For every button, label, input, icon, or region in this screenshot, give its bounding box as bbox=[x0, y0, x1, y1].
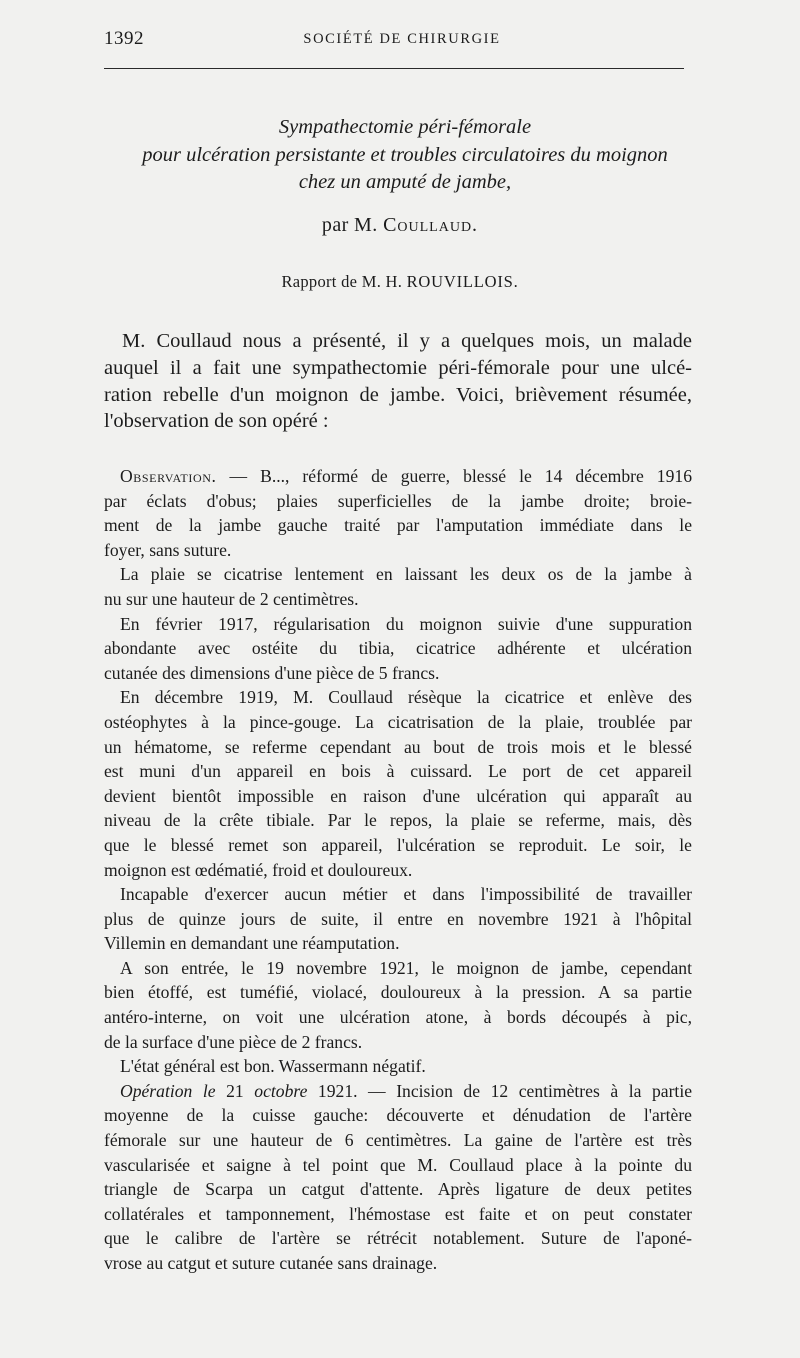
observation-line: bien étoffé, est tuméfié, violacé, douloureux à la pression. A sa partie bbox=[104, 982, 692, 1003]
intro-line: l'observation de son opéré : bbox=[104, 410, 329, 433]
author-prefix: par M. bbox=[321, 214, 378, 236]
observation-line: La plaie se cicatrise lentement en laissant les deux os de la jambe à bbox=[120, 564, 692, 585]
operation-label: Opération le bbox=[120, 1080, 216, 1101]
intro-line: auquel il a fait une sympathectomie péri-fémorale pour une ulcé- bbox=[104, 356, 692, 379]
observation-line: En février 1917, régularisation du moignon suivie d'une suppuration bbox=[120, 613, 692, 634]
observation-line: que le blessé remet son appareil, l'ulcération se reproduit. Le soir, le bbox=[104, 834, 692, 855]
observation-line: ostéophytes à la pince-gouge. La cicatrisation de la plaie, troublée par bbox=[104, 711, 692, 732]
observation-line: En décembre 1919, M. Coullaud résèque la cicatrice et enlève des bbox=[120, 687, 692, 708]
report-line bbox=[100, 272, 700, 292]
observation-line: Incapable d'exercer aucun métier et dans l'impossibilité de travailler bbox=[120, 884, 692, 905]
title-line-3: chez un amputé de jambe, bbox=[298, 171, 512, 193]
observation-line: moignon est œdématié, froid et douloureux. bbox=[104, 859, 413, 880]
observation-line: devient bientôt impossible en raison d'une ulcération qui apparaît au bbox=[104, 785, 692, 806]
observation-line: par éclats d'obus; plaies superficielles de la jambe droite; broie- bbox=[104, 490, 692, 511]
title-line-2: pour ulcération persistante et troubles circulatoires du moignon bbox=[142, 143, 668, 166]
operation-date-number: 21 bbox=[215, 1080, 255, 1101]
operation-first-line bbox=[104, 1079, 692, 1104]
intro-paragraph bbox=[104, 328, 692, 435]
author-name: Coullaud. bbox=[383, 214, 479, 236]
intro-line: M. Coullaud nous a présenté, il y a quelques mois, un malade bbox=[122, 330, 692, 352]
observation-line: nu sur une hauteur de 2 centimètres. bbox=[104, 588, 359, 609]
observation-line: abondante avec ostéite du tibia, cicatrice adhérente et ulcération bbox=[104, 638, 692, 659]
observation-line: ment de la jambe gauche traité par l'amputation immédiate dans le bbox=[104, 515, 692, 536]
author-line bbox=[100, 214, 700, 237]
intro-line: ration rebelle d'un moignon de jambe. Voici, brièvement résumée, bbox=[104, 383, 692, 406]
operation-line: collatérales et tamponnement, l'hémostase est faite et on peut constater bbox=[104, 1203, 692, 1224]
observation-line: niveau de la crête tibiale. Par le repos, la plaie se referme, mais, dès bbox=[104, 810, 692, 831]
observation-line: antéro-interne, on voit une ulcération atone, à bords découpés à pic, bbox=[104, 1007, 692, 1028]
observation-line: foyer, sans suture. bbox=[104, 539, 232, 560]
observation-first-line-text: — B..., réformé de guerre, blessé le 14 décembre 1916 bbox=[216, 466, 692, 486]
observation-line: plus de quinze jours de suite, il entre en novembre 1921 à l'hôpital bbox=[104, 908, 692, 929]
observation-line: est muni d'un appareil en bois à cuissard. Le port de cet appareil bbox=[104, 761, 692, 782]
operation-line: vrose au catgut et suture cutanée sans drainage. bbox=[104, 1253, 438, 1273]
operation-date-month: octobre bbox=[254, 1080, 308, 1101]
operation-line: fémorale sur une hauteur de 6 centimètres. La gaine de l'artère est très bbox=[104, 1130, 692, 1151]
operation-line: que le calibre de l'artère se rétrécit notablement. Suture de l'aponé- bbox=[104, 1228, 692, 1249]
observation-line: L'état général est bon. Wassermann négatif. bbox=[120, 1056, 426, 1077]
observation-first-line bbox=[104, 464, 692, 489]
observation-text bbox=[104, 464, 692, 1276]
header-rule bbox=[104, 68, 684, 69]
report-name: ROUVILLOIS. bbox=[406, 272, 519, 291]
journal-title: SOCIÉTÉ DE CHIRURGIE bbox=[303, 31, 501, 47]
observation-line: un hématome, se referme cependant au bout de trois mois et le blessé bbox=[104, 736, 692, 757]
operation-line: vascularisée et saigne à tel point que M. Coullaud place à la pointe du bbox=[104, 1154, 692, 1175]
report-prefix: Rapport de M. H. bbox=[281, 272, 403, 291]
observation-line: Villemin en demandant une réamputation. bbox=[104, 933, 400, 954]
observation-line: A son entrée, le 19 novembre 1921, le moignon de jambe, cependant bbox=[120, 957, 692, 978]
title-line-1: Sympathectomie péri-fémorale bbox=[278, 116, 532, 138]
operation-first-line-text: 1921. — Incision de 12 centimètres à la partie bbox=[307, 1080, 693, 1101]
page-number: 1392 bbox=[104, 28, 144, 49]
observation-line: de la surface d'une pièce de 2 francs. bbox=[104, 1031, 363, 1052]
operation-line: moyenne de la cuisse gauche: découverte et dénudation de l'artère bbox=[104, 1105, 692, 1126]
running-head bbox=[104, 28, 684, 52]
observation-line: cutanée des dimensions d'une pièce de 5 francs. bbox=[104, 662, 440, 683]
observation-label: Observation. bbox=[120, 466, 217, 486]
operation-line: triangle de Scarpa un catgut d'attente. Après ligature de deux petites bbox=[104, 1179, 692, 1200]
article-title bbox=[100, 114, 710, 197]
